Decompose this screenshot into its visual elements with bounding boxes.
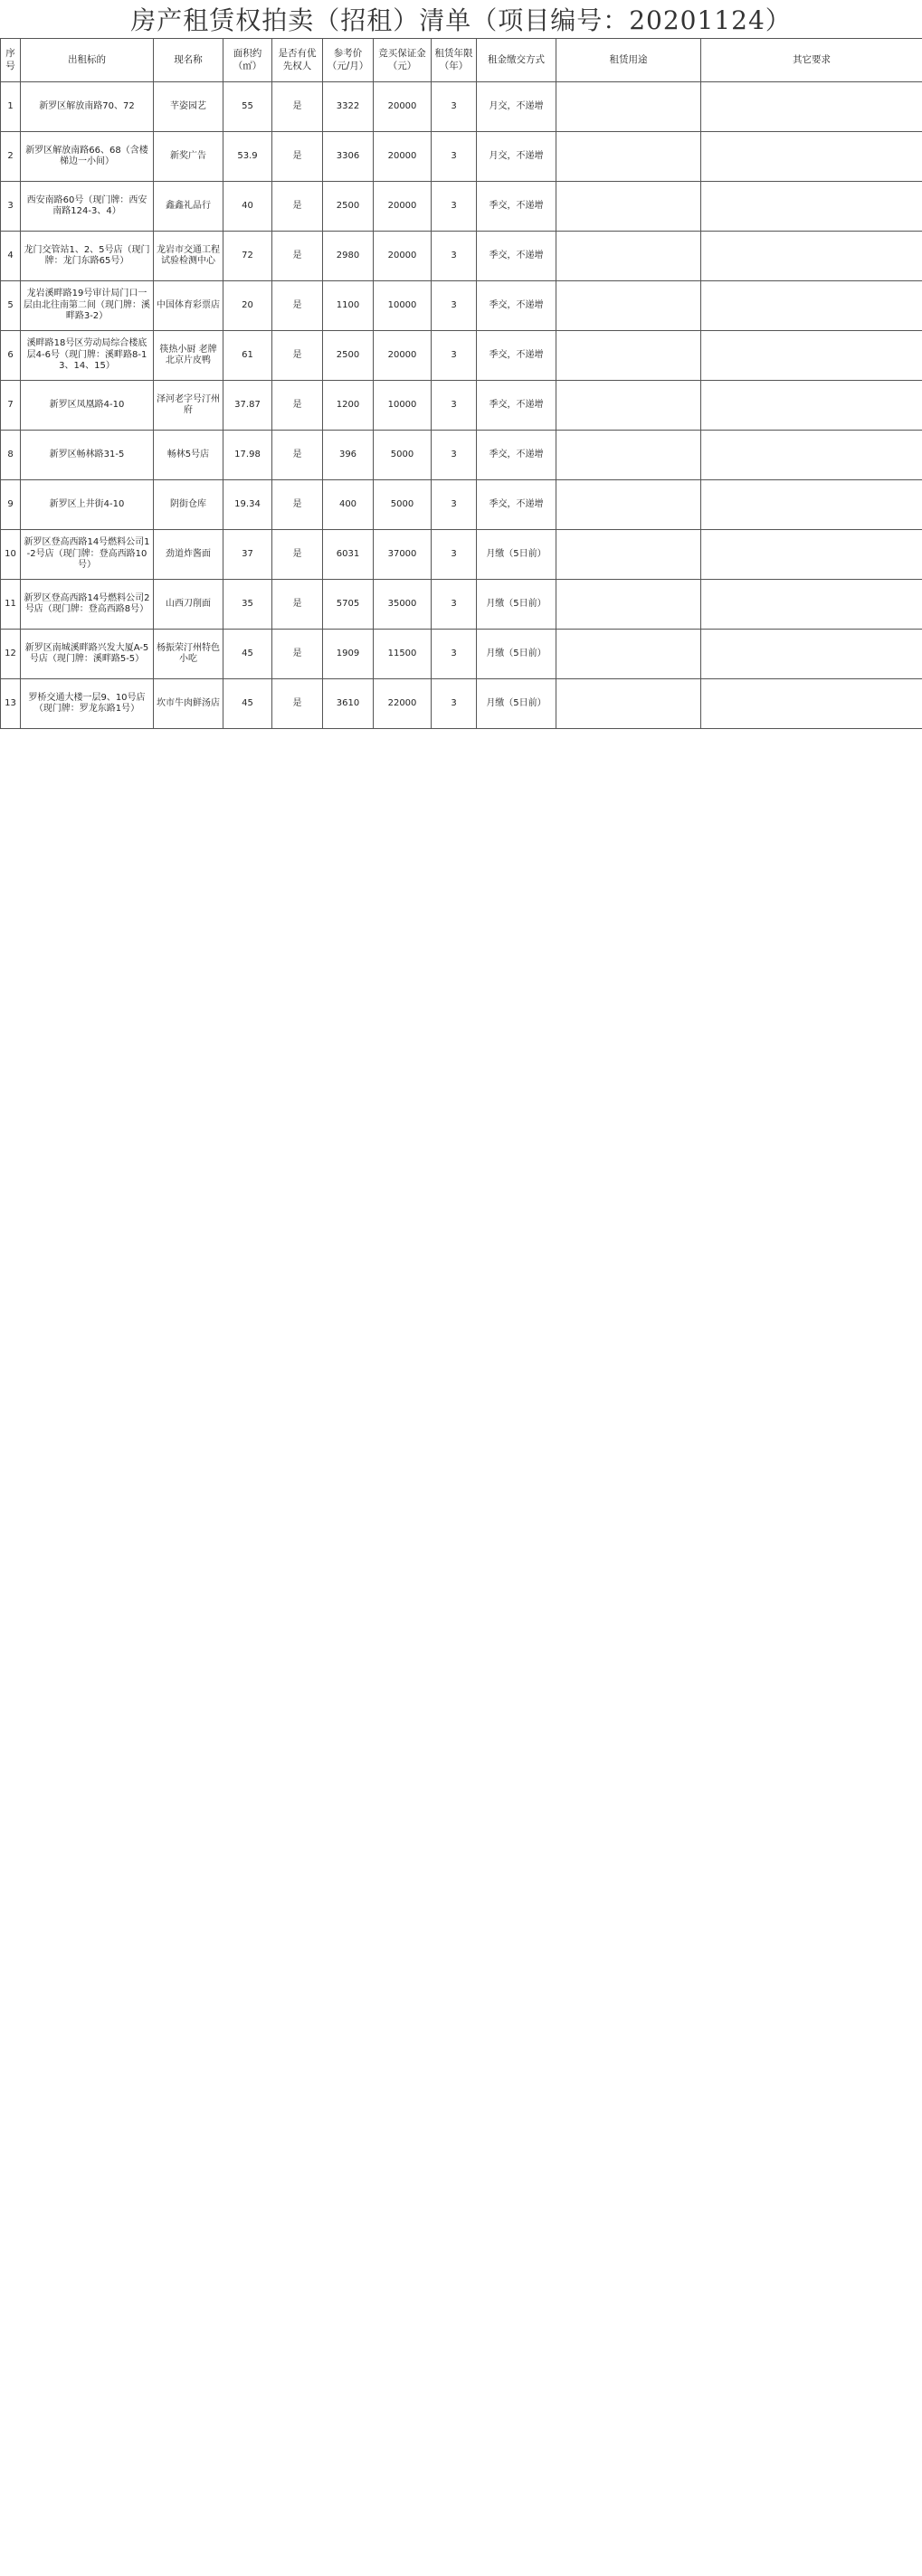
column-header: 是否有优先权人 bbox=[272, 39, 323, 82]
lease-years: 3 bbox=[432, 381, 477, 431]
reference-price: 6031 bbox=[323, 530, 374, 580]
other-requirements bbox=[701, 679, 922, 729]
lease-purpose bbox=[556, 480, 701, 530]
lease-years: 3 bbox=[432, 679, 477, 729]
rental-target: 龙门交管站1、2、5号店（现门牌：龙门东路65号） bbox=[21, 232, 154, 281]
table-row bbox=[1, 132, 922, 182]
current-name: 龙岩市交通工程试验检测中心 bbox=[154, 232, 223, 281]
area: 40 bbox=[223, 182, 272, 232]
row-number: 10 bbox=[1, 530, 21, 580]
table-row bbox=[1, 431, 922, 480]
rental-target: 西安南路60号（现门牌：西安南路124-3、4） bbox=[21, 182, 154, 232]
area: 61 bbox=[223, 331, 272, 381]
priority-holder: 是 bbox=[272, 281, 323, 331]
column-header: 序号 bbox=[1, 39, 21, 82]
reference-price: 3610 bbox=[323, 679, 374, 729]
payment-method: 季交，不递增 bbox=[477, 182, 556, 232]
other-requirements bbox=[701, 232, 922, 281]
row-number: 13 bbox=[1, 679, 21, 729]
lease-purpose bbox=[556, 132, 701, 182]
table-header-row bbox=[1, 39, 922, 82]
table-row bbox=[1, 331, 922, 381]
lease-years: 3 bbox=[432, 480, 477, 530]
priority-holder: 是 bbox=[272, 431, 323, 480]
other-requirements bbox=[701, 281, 922, 331]
payment-method: 月缴（5日前） bbox=[477, 679, 556, 729]
current-name: 畅林5号店 bbox=[154, 431, 223, 480]
area: 55 bbox=[223, 82, 272, 132]
area: 72 bbox=[223, 232, 272, 281]
other-requirements bbox=[701, 431, 922, 480]
current-name: 泽河老字号汀州府 bbox=[154, 381, 223, 431]
row-number: 11 bbox=[1, 580, 21, 630]
other-requirements bbox=[701, 331, 922, 381]
lease-purpose bbox=[556, 431, 701, 480]
table-row bbox=[1, 281, 922, 331]
reference-price: 400 bbox=[323, 480, 374, 530]
current-name: 山西刀削面 bbox=[154, 580, 223, 630]
rental-target: 新罗区解放南路66、68（含楼梯边一小间） bbox=[21, 132, 154, 182]
reference-price: 396 bbox=[323, 431, 374, 480]
row-number: 12 bbox=[1, 630, 21, 679]
table-row bbox=[1, 530, 922, 580]
current-name: 杨振荣汀州特色小吃 bbox=[154, 630, 223, 679]
lease-years: 3 bbox=[432, 281, 477, 331]
deposit: 10000 bbox=[374, 381, 432, 431]
column-header: 面积约（㎡） bbox=[223, 39, 272, 82]
current-name: 筷热小厨 老牌北京片皮鸭 bbox=[154, 331, 223, 381]
current-name: 芊姿园艺 bbox=[154, 82, 223, 132]
other-requirements bbox=[701, 381, 922, 431]
row-number: 1 bbox=[1, 82, 21, 132]
column-header: 租赁年限（年） bbox=[432, 39, 477, 82]
deposit: 20000 bbox=[374, 232, 432, 281]
rental-target: 龙岩溪畔路19号审计局门口一层由北往南第二间（现门牌：溪畔路3-2） bbox=[21, 281, 154, 331]
column-header: 现名称 bbox=[154, 39, 223, 82]
other-requirements bbox=[701, 132, 922, 182]
reference-price: 3322 bbox=[323, 82, 374, 132]
rental-target: 新罗区登高西路14号燃料公司2号店（现门牌：登高西路8号） bbox=[21, 580, 154, 630]
payment-method: 月缴（5日前） bbox=[477, 630, 556, 679]
column-header: 出租标的 bbox=[21, 39, 154, 82]
rental-target: 新罗区畅林路31-5 bbox=[21, 431, 154, 480]
other-requirements bbox=[701, 580, 922, 630]
rental-target: 溪畔路18号区劳动局综合楼底层4-6号（现门牌：溪畔路8-13、14、15） bbox=[21, 331, 154, 381]
current-name: 中国体育彩票店 bbox=[154, 281, 223, 331]
current-name: 鑫鑫礼品行 bbox=[154, 182, 223, 232]
row-number: 2 bbox=[1, 132, 21, 182]
row-number: 7 bbox=[1, 381, 21, 431]
priority-holder: 是 bbox=[272, 232, 323, 281]
rental-target: 新罗区南城溪畔路兴发大厦A-5号店（现门牌：溪畔路5-5） bbox=[21, 630, 154, 679]
lease-purpose bbox=[556, 381, 701, 431]
row-number: 4 bbox=[1, 232, 21, 281]
column-header: 竞买保证金（元） bbox=[374, 39, 432, 82]
payment-method: 季交，不递增 bbox=[477, 431, 556, 480]
row-number: 9 bbox=[1, 480, 21, 530]
lease-purpose bbox=[556, 530, 701, 580]
reference-price: 3306 bbox=[323, 132, 374, 182]
lease-purpose bbox=[556, 281, 701, 331]
reference-price: 2500 bbox=[323, 331, 374, 381]
payment-method: 季交，不递增 bbox=[477, 232, 556, 281]
area: 53.9 bbox=[223, 132, 272, 182]
payment-method: 季交，不递增 bbox=[477, 331, 556, 381]
payment-method: 月交，不递增 bbox=[477, 132, 556, 182]
reference-price: 5705 bbox=[323, 580, 374, 630]
area: 20 bbox=[223, 281, 272, 331]
table-row bbox=[1, 630, 922, 679]
priority-holder: 是 bbox=[272, 480, 323, 530]
payment-method: 季交，不递增 bbox=[477, 281, 556, 331]
rental-listing-table bbox=[0, 38, 922, 729]
table-row bbox=[1, 182, 922, 232]
area: 35 bbox=[223, 580, 272, 630]
payment-method: 月缴（5日前） bbox=[477, 530, 556, 580]
lease-years: 3 bbox=[432, 232, 477, 281]
reference-price: 1909 bbox=[323, 630, 374, 679]
priority-holder: 是 bbox=[272, 182, 323, 232]
table-row bbox=[1, 480, 922, 530]
deposit: 11500 bbox=[374, 630, 432, 679]
reference-price: 2980 bbox=[323, 232, 374, 281]
lease-years: 3 bbox=[432, 630, 477, 679]
rental-target: 新罗区登高西路14号燃料公司1-2号店（现门牌：登高西路10号） bbox=[21, 530, 154, 580]
priority-holder: 是 bbox=[272, 679, 323, 729]
column-header: 租金缴交方式 bbox=[477, 39, 556, 82]
lease-years: 3 bbox=[432, 82, 477, 132]
reference-price: 1100 bbox=[323, 281, 374, 331]
row-number: 6 bbox=[1, 331, 21, 381]
payment-method: 季交，不递增 bbox=[477, 480, 556, 530]
priority-holder: 是 bbox=[272, 381, 323, 431]
page-title: 房产租赁权拍卖（招租）清单（项目编号：20201124） bbox=[130, 5, 792, 35]
deposit: 5000 bbox=[374, 480, 432, 530]
priority-holder: 是 bbox=[272, 530, 323, 580]
lease-years: 3 bbox=[432, 431, 477, 480]
lease-years: 3 bbox=[432, 580, 477, 630]
lease-purpose bbox=[556, 679, 701, 729]
current-name: 坎市牛肉鲜汤店 bbox=[154, 679, 223, 729]
deposit: 10000 bbox=[374, 281, 432, 331]
lease-years: 3 bbox=[432, 132, 477, 182]
priority-holder: 是 bbox=[272, 331, 323, 381]
deposit: 20000 bbox=[374, 182, 432, 232]
lease-purpose bbox=[556, 331, 701, 381]
deposit: 37000 bbox=[374, 530, 432, 580]
rental-target: 罗桥交通大楼一层9、10号店（现门牌：罗龙东路1号） bbox=[21, 679, 154, 729]
column-header: 租赁用途 bbox=[556, 39, 701, 82]
payment-method: 月交，不递增 bbox=[477, 82, 556, 132]
table-row bbox=[1, 679, 922, 729]
area: 19.34 bbox=[223, 480, 272, 530]
deposit: 20000 bbox=[374, 331, 432, 381]
area: 45 bbox=[223, 679, 272, 729]
reference-price: 2500 bbox=[323, 182, 374, 232]
other-requirements bbox=[701, 182, 922, 232]
deposit: 22000 bbox=[374, 679, 432, 729]
deposit: 20000 bbox=[374, 82, 432, 132]
table-row bbox=[1, 381, 922, 431]
table-row bbox=[1, 82, 922, 132]
other-requirements bbox=[701, 630, 922, 679]
current-name: 新奖广告 bbox=[154, 132, 223, 182]
column-header: 参考价（元/月） bbox=[323, 39, 374, 82]
row-number: 3 bbox=[1, 182, 21, 232]
area: 37 bbox=[223, 530, 272, 580]
area: 37.87 bbox=[223, 381, 272, 431]
lease-years: 3 bbox=[432, 530, 477, 580]
row-number: 8 bbox=[1, 431, 21, 480]
priority-holder: 是 bbox=[272, 132, 323, 182]
lease-years: 3 bbox=[432, 182, 477, 232]
table-row bbox=[1, 580, 922, 630]
deposit: 5000 bbox=[374, 431, 432, 480]
lease-purpose bbox=[556, 82, 701, 132]
rental-target: 新罗区凤凰路4-10 bbox=[21, 381, 154, 431]
row-number: 5 bbox=[1, 281, 21, 331]
rental-target: 新罗区解放南路70、72 bbox=[21, 82, 154, 132]
column-header: 其它要求 bbox=[701, 39, 922, 82]
lease-purpose bbox=[556, 580, 701, 630]
lease-purpose bbox=[556, 182, 701, 232]
priority-holder: 是 bbox=[272, 82, 323, 132]
area: 17.98 bbox=[223, 431, 272, 480]
priority-holder: 是 bbox=[272, 630, 323, 679]
lease-years: 3 bbox=[432, 331, 477, 381]
payment-method: 季交，不递增 bbox=[477, 381, 556, 431]
payment-method: 月缴（5日前） bbox=[477, 580, 556, 630]
current-name: 劲道炸酱面 bbox=[154, 530, 223, 580]
rental-target: 新罗区上井街4-10 bbox=[21, 480, 154, 530]
table-row bbox=[1, 232, 922, 281]
lease-purpose bbox=[556, 630, 701, 679]
other-requirements bbox=[701, 530, 922, 580]
reference-price: 1200 bbox=[323, 381, 374, 431]
other-requirements bbox=[701, 480, 922, 530]
current-name: 阴街仓库 bbox=[154, 480, 223, 530]
deposit: 20000 bbox=[374, 132, 432, 182]
priority-holder: 是 bbox=[272, 580, 323, 630]
other-requirements bbox=[701, 82, 922, 132]
deposit: 35000 bbox=[374, 580, 432, 630]
area: 45 bbox=[223, 630, 272, 679]
lease-purpose bbox=[556, 232, 701, 281]
